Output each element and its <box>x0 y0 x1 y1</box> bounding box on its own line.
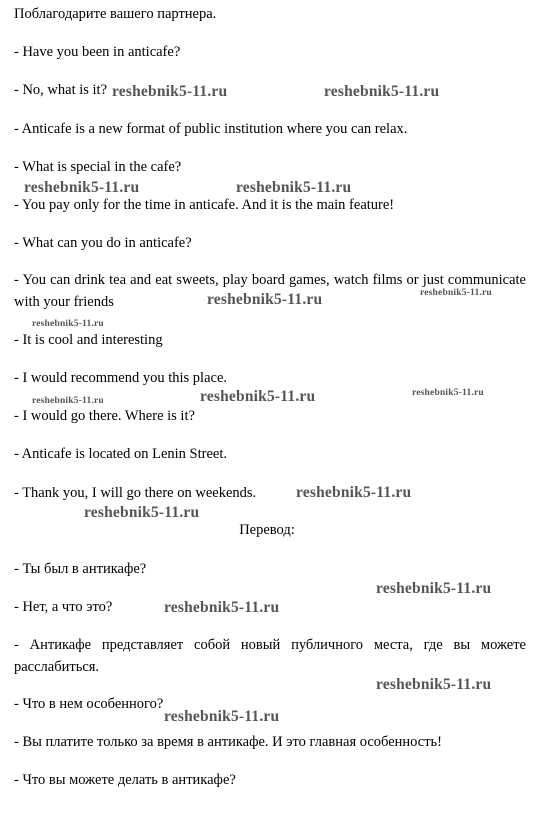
dialogue-line: - What can you do in anticafe? <box>14 235 192 251</box>
watermark: reshebnik5-11.ru <box>296 484 412 501</box>
dialogue-line: - It is cool and interesting <box>14 332 163 348</box>
intro-line: Поблагодарите вашего партнера. <box>14 6 217 22</box>
dialogue-line: - No, what is it? <box>14 82 108 98</box>
dialogue-line: - Anticafe is located on Lenin Street. <box>14 446 227 462</box>
dialogue-paragraph: - You can drink tea and eat sweets, play board games, watch films or just communicate with your friends <box>14 272 526 310</box>
dialogue-line: - Thank you, I will go there on weekends. <box>14 485 257 501</box>
dialogue-line: - Нет, а что это? <box>14 599 113 615</box>
watermark: reshebnik5-11.ru <box>32 396 104 406</box>
watermark: reshebnik5-11.ru <box>324 83 440 100</box>
dialogue-line: - Что вы можете делать в антикафе? <box>14 772 236 788</box>
dialogue-line: - Anticafe is a new format of public institution where you can relax. <box>14 121 408 137</box>
watermark: reshebnik5-11.ru <box>207 291 323 308</box>
watermark: reshebnik5-11.ru <box>376 676 492 693</box>
translation-heading: Перевод: <box>239 522 295 538</box>
watermark: reshebnik5-11.ru <box>164 599 280 616</box>
watermark: reshebnik5-11.ru <box>376 580 492 597</box>
watermark: reshebnik5-11.ru <box>112 83 228 100</box>
dialogue-line: - You pay only for the time in anticafe. And it is the main feature! <box>14 197 395 213</box>
dialogue-line: - I would recommend you this place. <box>14 370 228 386</box>
dialogue-line: - Что в нем особенного? <box>14 696 164 712</box>
dialogue-line: - What is special in the cafe? <box>14 159 182 175</box>
watermark: reshebnik5-11.ru <box>412 388 484 398</box>
dialogue-line: - Ты был в антикафе? <box>14 561 147 577</box>
dialogue-line: - Вы платите только за время в антикафе. И это главная особенность! <box>14 734 442 750</box>
watermark: reshebnik5-11.ru <box>420 288 492 298</box>
watermark: reshebnik5-11.ru <box>84 504 200 521</box>
dialogue-line: - I would go there. Where is it? <box>14 408 195 424</box>
watermark: reshebnik5-11.ru <box>236 179 352 196</box>
dialogue-line: - Have you been in anticafe? <box>14 44 181 60</box>
watermark: reshebnik5-11.ru <box>200 388 316 405</box>
watermark: reshebnik5-11.ru <box>164 708 280 725</box>
watermark: reshebnik5-11.ru <box>24 179 140 196</box>
dialogue-paragraph: - Антикафе представляет собой новый публичного места, где вы можете расслабиться. <box>14 637 526 675</box>
watermark: reshebnik5-11.ru <box>32 319 104 329</box>
